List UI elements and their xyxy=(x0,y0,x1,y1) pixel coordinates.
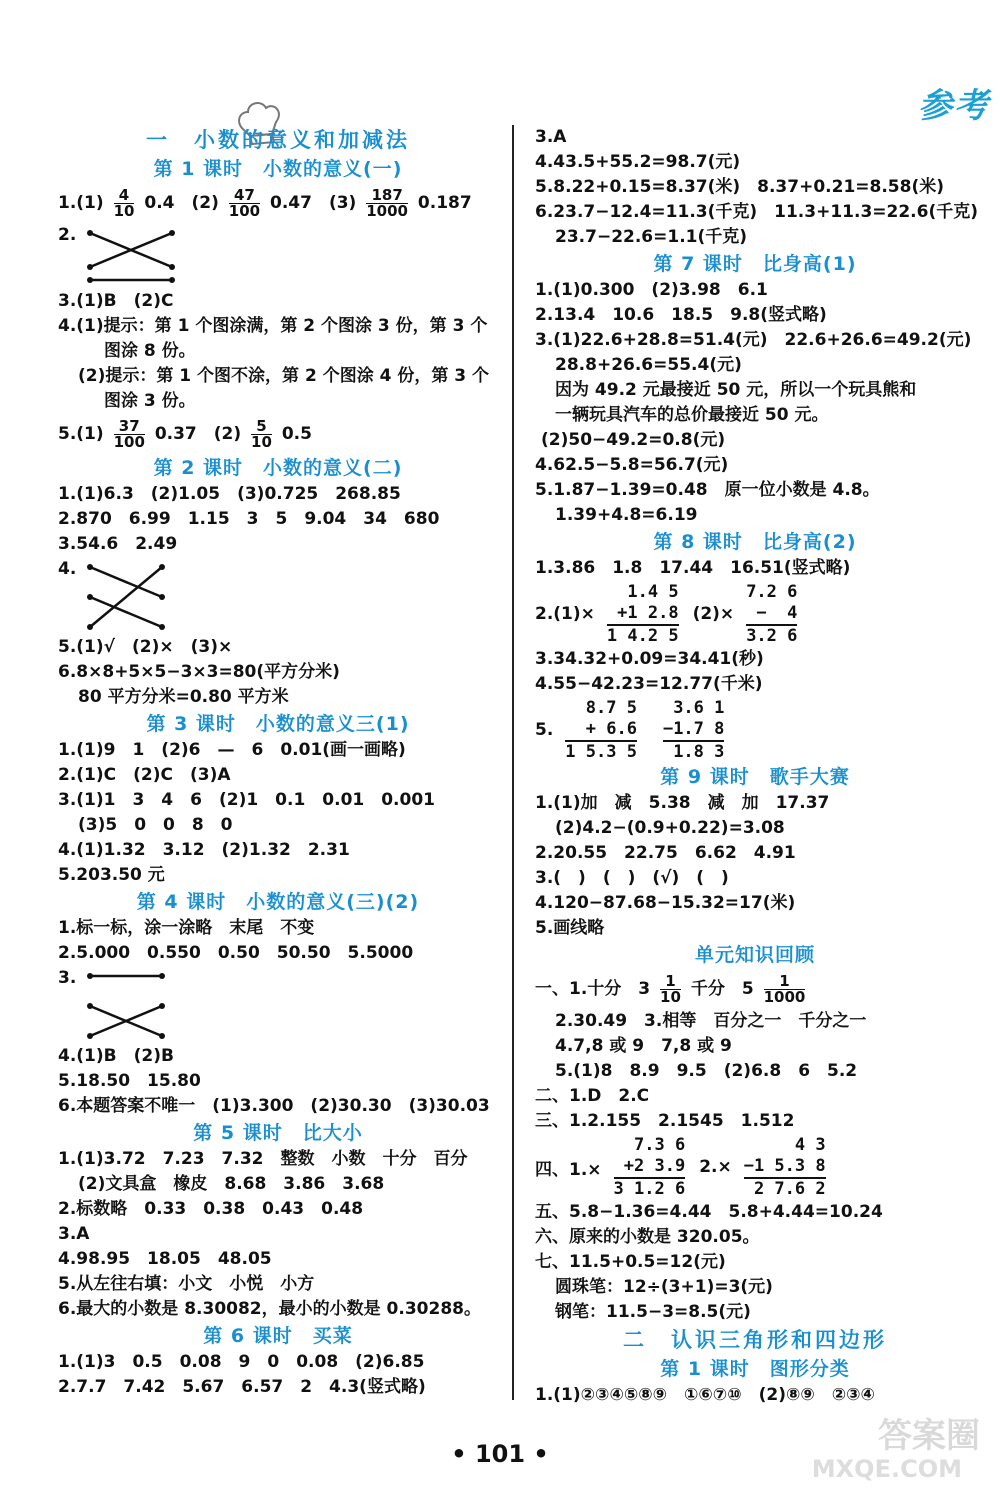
answer-line: 23.7−22.6=1.1(千克) xyxy=(555,227,748,247)
vertical-calculation: 3.6 1 −1.7 8 1.8 3 xyxy=(662,697,725,762)
column-divider xyxy=(512,125,514,1400)
answer-line: 图涂 3 份。 xyxy=(104,391,196,411)
answer-line: 5.1.87−1.39=0.48 原一位小数是 4.8。 xyxy=(535,480,880,500)
answer-line: 5.(1) $\frac{37}{100}$ 0.37 (2) $\frac{5}{10}$ 0.5 xyxy=(58,416,312,451)
lesson-title: 第 4 课时 小数的意义(三)(2) xyxy=(136,891,420,913)
vertical-calculation: 7.3 6 +2 3.9 3 1.2 6 xyxy=(613,1134,686,1199)
answer-line: 1.3.86 1.8 17.44 16.51(竖式略) xyxy=(535,558,851,578)
answer-line: 28.8+26.6=55.4(元) xyxy=(555,355,742,375)
vertical-calculation: 8.7 5 + 6.6 1 5.3 5 xyxy=(565,697,637,762)
matching-lines-diagram xyxy=(86,563,166,633)
answer-line: 钢笔：11.5−3=8.5(元) xyxy=(555,1302,751,1322)
vertical-calculation: 1.4 5 +1 2.8 1 4.2 5 xyxy=(606,581,679,646)
answer-line: 80 平方分米=0.80 平方米 xyxy=(78,687,289,707)
answer-line: 4.7,8 或 9 7,8 或 9 xyxy=(555,1036,732,1056)
answer-line: 2.13.4 10.6 18.5 9.8(竖式略) xyxy=(535,305,827,325)
lesson-title: 第 1 课时 小数的意义(一) xyxy=(153,158,403,180)
unit-title: 一 小数的意义和加减法 xyxy=(146,128,410,152)
answer-line: (2)50−49.2=0.8(元) xyxy=(541,430,726,450)
answer-line: 3.(1)1 3 4 6 (2)1 0.1 0.01 0.001 xyxy=(58,790,435,810)
fraction: $\frac{4}{10}$ xyxy=(113,185,135,220)
answer-line: 1.标一标，涂一涂略 末尾 不变 xyxy=(58,918,315,938)
vertical-calculation: 4 3 −1 5.3 8 2 7.6 2 xyxy=(743,1134,826,1199)
answer-line: 1.39+4.8=6.19 xyxy=(555,505,698,525)
answer-line: 4.(1)1.32 3.12 (2)1.32 2.31 xyxy=(58,840,350,860)
fraction: $\frac{1}{1000}$ xyxy=(763,971,806,1006)
answer-line: 4.62.5−5.8=56.7(元) xyxy=(535,455,729,475)
answer-line: 4.120−87.68−15.32=17(米) xyxy=(535,893,796,913)
answer-line: 5.203.50 元 xyxy=(58,865,165,885)
lesson-title: 第 8 课时 比身高(2) xyxy=(653,531,857,553)
answer-line: 5.(1)8 8.9 9.5 (2)6.8 6 5.2 xyxy=(555,1061,858,1081)
answer-line: 6.8×8+5×5−3×3=80(平方分米) xyxy=(58,662,340,682)
answer-line: 5.画线略 xyxy=(535,918,605,938)
answer-line: 2. xyxy=(58,223,498,275)
answer-line: 二、1.D 2.C xyxy=(535,1086,650,1106)
answer-line: 三、1.2.155 2.1545 1.512 xyxy=(535,1111,795,1131)
answer-line: 1.(1)加 减 5.38 减 加 17.37 xyxy=(535,793,830,813)
answer-line: 2.5.000 0.550 0.50 50.50 5.5000 xyxy=(58,943,414,963)
answer-line: 2.870 6.99 1.15 3 5 9.04 34 680 xyxy=(58,509,440,529)
answer-line: 6.23.7−12.4=11.3(千克) 11.3+11.3=22.6(千克) xyxy=(535,202,979,222)
answer-line: 5.(1)√ (2)× (3)× xyxy=(58,637,233,657)
answer-line: 3.A xyxy=(58,1224,90,1244)
answer-line: 因为 49.2 元最接近 50 元，所以一个玩具熊和 xyxy=(555,380,917,400)
matching-lines-diagram xyxy=(86,227,176,273)
answer-line: 3.( ) ( ) (√) ( ) xyxy=(535,868,729,888)
answer-line: 1.(1)3 0.5 0.08 9 0 0.08 (2)6.85 xyxy=(58,1352,425,1372)
answer-line: 五、5.8−1.36=4.44 5.8+4.44=10.24 xyxy=(535,1202,883,1222)
corner-label: 参考 xyxy=(918,86,990,126)
answer-line: 七、11.5+0.5=12(元) xyxy=(535,1252,726,1272)
answer-line: 6.最大的小数是 8.30082，最小的小数是 0.30288。 xyxy=(58,1299,481,1319)
lesson-title: 第 2 课时 小数的意义(二) xyxy=(153,457,403,479)
answer-line: 3.54.6 2.49 xyxy=(58,534,178,554)
answer-line: 2.20.55 22.75 6.62 4.91 xyxy=(535,843,796,863)
answer-line: 4. xyxy=(58,557,498,635)
watermark-url: MXQE.COM xyxy=(811,1455,962,1483)
vertical-calculation: 7.2 6 − 4 3.2 6 xyxy=(746,581,798,646)
lesson-title: 第 3 课时 小数的意义三(1) xyxy=(146,713,410,735)
answer-line: (3)5 0 0 8 0 xyxy=(78,815,233,835)
answer-line: 4.43.5+55.2=98.7(元) xyxy=(535,152,741,172)
answer-line: 2.(1)C (2)C (3)A xyxy=(58,765,231,785)
page-number: • 101 • xyxy=(451,1440,549,1468)
left-column xyxy=(58,125,498,1400)
answer-line: 4.(1)提示：第 1 个图涂满，第 2 个图涂 3 份，第 3 个 xyxy=(58,316,488,336)
vertical-calculation-row: 四、1.× 7.3 6 +2 3.9 3 1.2 6 2.× 4 3 −1 5.3 8 2 7.6 2 xyxy=(535,1134,826,1199)
review-title: 单元知识回顾 xyxy=(694,944,815,966)
answer-line: 5.8.22+0.15=8.37(米) 8.37+0.21=8.58(米) xyxy=(535,177,945,197)
answer-line: 1.(1)②③④⑤⑧⑨ ①⑥⑦⑩ (2)⑧⑨ ②③④ xyxy=(535,1385,875,1405)
answer-line: 3.(1)B (2)C xyxy=(58,291,174,311)
right-column xyxy=(535,125,979,1408)
answer-line: (2)提示：第 1 个图不涂，第 2 个图涂 4 份，第 3 个 xyxy=(78,366,490,386)
answer-line: 2.30.49 3.相等 百分之一 千分之一 xyxy=(555,1011,867,1031)
answer-line: 圆珠笔：12÷(3+1)=3(元) xyxy=(555,1277,773,1297)
answer-line: 3. xyxy=(58,966,498,1044)
lesson-title: 第 5 课时 比大小 xyxy=(193,1122,363,1144)
answer-line: 1.(1)6.3 (2)1.05 (3)0.725 268.85 xyxy=(58,484,401,504)
lesson-title: 第 9 课时 歌手大赛 xyxy=(660,766,850,788)
lesson-title: 第 1 课时 图形分类 xyxy=(660,1358,850,1380)
fraction: $\frac{1}{10}$ xyxy=(660,971,681,1006)
answer-line: 5.从左往右填：小文 小悦 小方 xyxy=(58,1274,315,1294)
vertical-calculation-row: 5. 8.7 5 + 6.6 1 5.3 5 3.6 1 −1.7 8 1.8 3 xyxy=(535,697,725,762)
answer-line: 3.A xyxy=(535,127,567,147)
answer-line: 4.(1)B (2)B xyxy=(58,1046,174,1066)
unit-title: 二 认识三角形和四边形 xyxy=(623,1328,887,1352)
answer-line: (2)文具盒 橡皮 8.68 3.86 3.68 xyxy=(78,1174,385,1194)
fraction: $\frac{47}{100}$ xyxy=(228,185,261,220)
lesson-title: 第 6 课时 买菜 xyxy=(203,1325,353,1347)
answer-line: 图涂 8 份。 xyxy=(104,341,196,361)
watermark: 答案圈 xyxy=(878,1416,980,1456)
answer-line: 一、1.十分 3 $\frac{1}{10}$ 千分 5 $\frac{1}{1000}$ xyxy=(535,971,806,1006)
answer-line: 2.7.7 7.42 5.67 6.57 2 4.3(竖式略) xyxy=(58,1377,426,1397)
answer-line: 3.(1)22.6+28.8=51.4(元) 22.6+26.6=49.2(元) xyxy=(535,330,972,350)
answer-line: 5.18.50 15.80 xyxy=(58,1071,201,1091)
answer-line: 1.(1)9 1 (2)6 — 6 0.01(画一画略) xyxy=(58,740,406,760)
answer-line: 2.标数略 0.33 0.38 0.43 0.48 xyxy=(58,1199,364,1219)
fraction: $\frac{187}{1000}$ xyxy=(366,185,408,220)
answer-line: 4.98.95 18.05 48.05 xyxy=(58,1249,272,1269)
vertical-calculation-row: 2.(1)× 1.4 5 +1 2.8 1 4.2 5 (2)× 7.2 6 − 4 3.2 6 xyxy=(535,581,798,646)
fraction: $\frac{5}{10}$ xyxy=(251,416,272,451)
answer-line: 1.(1)0.300 (2)3.98 6.1 xyxy=(535,280,768,300)
fraction: $\frac{37}{100}$ xyxy=(113,416,145,451)
lesson-title: 第 7 课时 比身高(1) xyxy=(653,253,857,275)
matching-lines-diagram xyxy=(86,972,166,1042)
answer-line: 6.本题答案不唯一 (1)3.300 (2)30.30 (3)30.03 xyxy=(58,1096,490,1116)
matching-line xyxy=(86,275,176,285)
answer-line: 一辆玩具汽车的总价最接近 50 元。 xyxy=(555,405,829,425)
answer-line: 1.(1) $\frac{4}{10}$ 0.4 (2) $\frac{47}{100}$ 0.47 (3) $\frac{187}{1000}$ 0.187 xyxy=(58,185,472,220)
answer-line: 4.55−42.23=12.77(千米) xyxy=(535,674,763,694)
answer-line: 3.34.32+0.09=34.41(秒) xyxy=(535,649,764,669)
answer-line: 六、原来的小数是 320.05。 xyxy=(535,1227,760,1247)
answer-line: (2)4.2−(0.9+0.22)=3.08 xyxy=(555,818,785,838)
answer-line: 1.(1)3.72 7.23 7.32 整数 小数 十分 百分 xyxy=(58,1149,468,1169)
